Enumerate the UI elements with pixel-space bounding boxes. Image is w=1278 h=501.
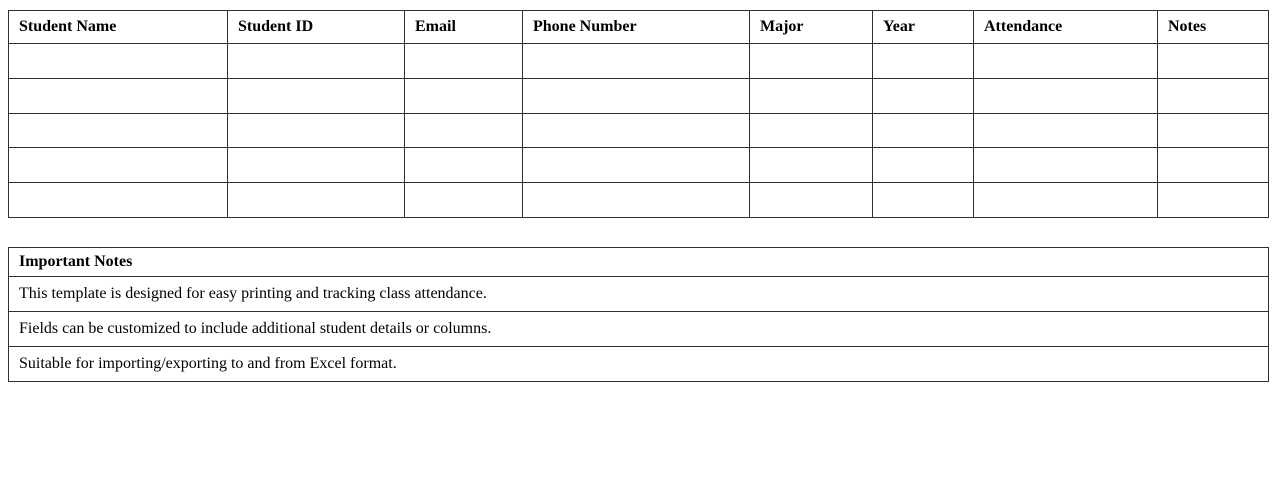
column-header-major: Major bbox=[750, 11, 873, 44]
empty-cell bbox=[1158, 113, 1269, 148]
empty-row bbox=[9, 44, 1269, 79]
notes-row bbox=[9, 277, 1269, 312]
student-roster-table bbox=[8, 10, 1269, 218]
empty-cell bbox=[974, 183, 1158, 218]
empty-cell bbox=[523, 44, 750, 79]
empty-cell bbox=[405, 78, 523, 113]
empty-cell bbox=[750, 44, 873, 79]
empty-row bbox=[9, 183, 1269, 218]
notes-row bbox=[9, 312, 1269, 347]
empty-cell bbox=[405, 148, 523, 183]
student-table-body bbox=[9, 44, 1269, 218]
notes-header-row bbox=[9, 248, 1269, 277]
column-header-year: Year bbox=[873, 11, 974, 44]
empty-cell bbox=[228, 113, 405, 148]
empty-cell bbox=[1158, 148, 1269, 183]
empty-cell bbox=[1158, 44, 1269, 79]
empty-cell bbox=[9, 148, 228, 183]
roster-header-row bbox=[9, 11, 1269, 44]
notes-row bbox=[9, 347, 1269, 382]
empty-cell bbox=[9, 113, 228, 148]
empty-cell bbox=[974, 78, 1158, 113]
empty-cell bbox=[750, 113, 873, 148]
empty-cell bbox=[1158, 78, 1269, 113]
empty-cell bbox=[523, 113, 750, 148]
empty-cell bbox=[1158, 183, 1269, 218]
empty-cell bbox=[873, 183, 974, 218]
empty-cell bbox=[9, 183, 228, 218]
empty-row bbox=[9, 148, 1269, 183]
empty-cell bbox=[523, 183, 750, 218]
empty-cell bbox=[873, 148, 974, 183]
empty-cell bbox=[228, 183, 405, 218]
empty-cell bbox=[405, 44, 523, 79]
notes-section-title: Important Notes bbox=[9, 248, 1269, 277]
important-notes-table bbox=[8, 247, 1269, 382]
column-header-notes: Notes bbox=[1158, 11, 1269, 44]
empty-cell bbox=[974, 113, 1158, 148]
empty-cell bbox=[974, 44, 1158, 79]
column-header-student-name: Student Name bbox=[9, 11, 228, 44]
empty-cell bbox=[405, 113, 523, 148]
empty-cell bbox=[523, 148, 750, 183]
empty-cell bbox=[523, 78, 750, 113]
empty-cell bbox=[873, 78, 974, 113]
empty-cell bbox=[405, 183, 523, 218]
empty-cell bbox=[9, 78, 228, 113]
note-text: Suitable for importing/exporting to and from Excel format. bbox=[9, 347, 1269, 382]
empty-cell bbox=[750, 148, 873, 183]
empty-cell bbox=[228, 78, 405, 113]
empty-row bbox=[9, 113, 1269, 148]
empty-cell bbox=[9, 44, 228, 79]
note-text: This template is designed for easy printing and tracking class attendance. bbox=[9, 277, 1269, 312]
empty-cell bbox=[750, 78, 873, 113]
column-header-attendance: Attendance bbox=[974, 11, 1158, 44]
empty-cell bbox=[228, 44, 405, 79]
empty-row bbox=[9, 78, 1269, 113]
empty-cell bbox=[873, 113, 974, 148]
column-header-email: Email bbox=[405, 11, 523, 44]
empty-cell bbox=[750, 183, 873, 218]
column-header-phone-number: Phone Number bbox=[523, 11, 750, 44]
note-text: Fields can be customized to include additional student details or columns. bbox=[9, 312, 1269, 347]
column-header-student-id: Student ID bbox=[228, 11, 405, 44]
empty-cell bbox=[228, 148, 405, 183]
empty-cell bbox=[873, 44, 974, 79]
empty-cell bbox=[974, 148, 1158, 183]
